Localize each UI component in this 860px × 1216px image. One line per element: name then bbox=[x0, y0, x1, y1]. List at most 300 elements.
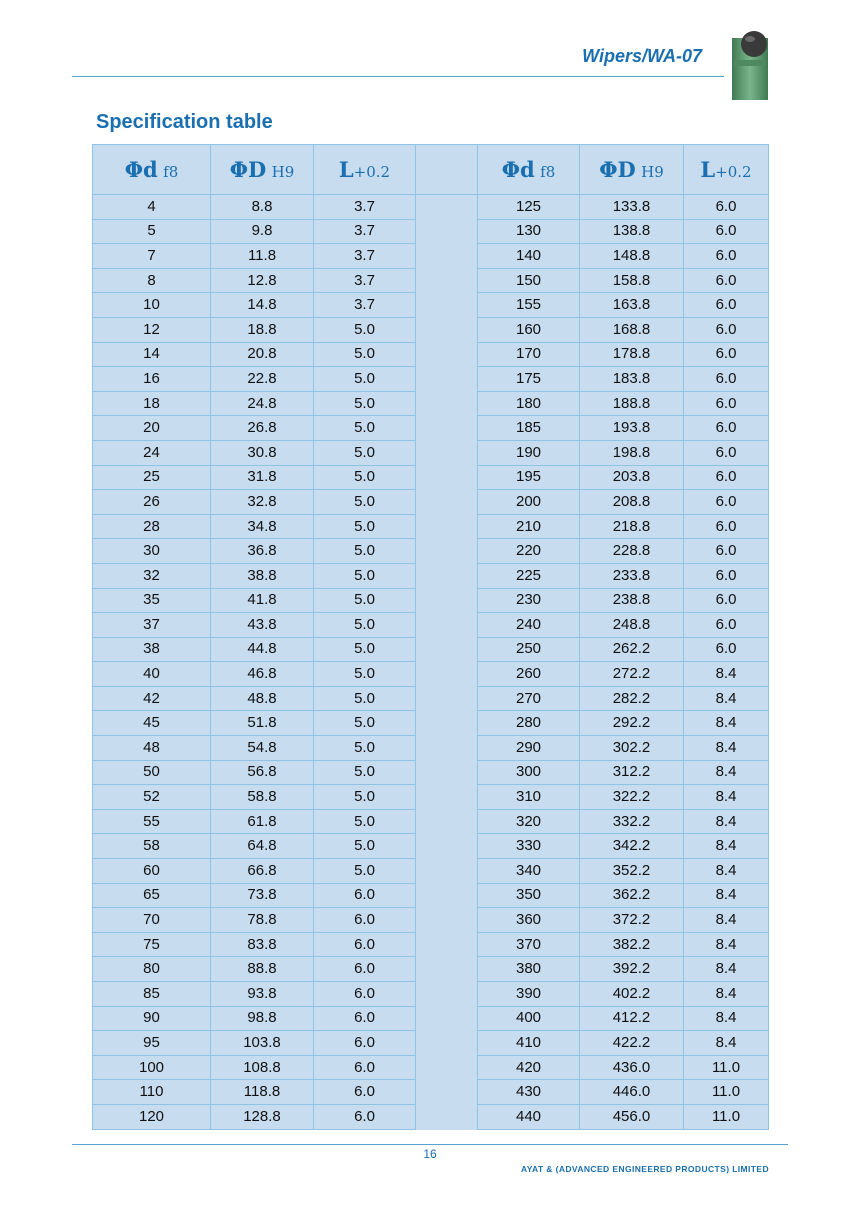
column-gap bbox=[416, 145, 478, 195]
col-header-L: L+0.2 bbox=[314, 145, 416, 195]
cell-L: 5.0 bbox=[314, 637, 416, 662]
cell-L: 6.0 bbox=[314, 1006, 416, 1031]
table-row bbox=[93, 908, 769, 933]
cell-d-right: 200 bbox=[478, 490, 580, 515]
cell-d: 90 bbox=[93, 1006, 211, 1031]
cell-D: 43.8 bbox=[211, 613, 314, 638]
cell-D: 108.8 bbox=[211, 1055, 314, 1080]
cell-L: 5.0 bbox=[314, 834, 416, 859]
cell-D: 48.8 bbox=[211, 686, 314, 711]
table-row bbox=[93, 1055, 769, 1080]
cell-L-right: 6.0 bbox=[684, 613, 769, 638]
cell-D-right: 292.2 bbox=[580, 711, 684, 736]
cell-d: 37 bbox=[93, 613, 211, 638]
column-gap bbox=[416, 1055, 478, 1080]
cell-d: 95 bbox=[93, 1031, 211, 1056]
column-gap bbox=[416, 244, 478, 269]
cell-D: 93.8 bbox=[211, 982, 314, 1007]
column-gap bbox=[416, 834, 478, 859]
column-gap bbox=[416, 1080, 478, 1105]
cell-D: 51.8 bbox=[211, 711, 314, 736]
cell-L-right: 8.4 bbox=[684, 711, 769, 736]
cell-d-right: 440 bbox=[478, 1104, 580, 1129]
cell-D: 30.8 bbox=[211, 440, 314, 465]
cell-D-right: 456.0 bbox=[580, 1104, 684, 1129]
col-header-D: ΦD H9 bbox=[211, 145, 314, 195]
cell-d: 12 bbox=[93, 317, 211, 342]
cell-D-right: 138.8 bbox=[580, 219, 684, 244]
cell-d-right: 160 bbox=[478, 317, 580, 342]
cell-D-right: 188.8 bbox=[580, 391, 684, 416]
table-row bbox=[93, 465, 769, 490]
cell-D-right: 312.2 bbox=[580, 760, 684, 785]
header-divider bbox=[72, 76, 724, 77]
column-gap bbox=[416, 465, 478, 490]
cell-d-right: 340 bbox=[478, 859, 580, 884]
cell-L-right: 8.4 bbox=[684, 1031, 769, 1056]
table-row bbox=[93, 785, 769, 810]
cell-L-right: 6.0 bbox=[684, 317, 769, 342]
cell-D: 66.8 bbox=[211, 859, 314, 884]
table-row bbox=[93, 440, 769, 465]
cell-d: 80 bbox=[93, 957, 211, 982]
cell-d-right: 330 bbox=[478, 834, 580, 859]
cell-d: 16 bbox=[93, 367, 211, 392]
table-row bbox=[93, 293, 769, 318]
cell-L: 5.0 bbox=[314, 809, 416, 834]
cell-d-right: 350 bbox=[478, 883, 580, 908]
cell-L-right: 8.4 bbox=[684, 932, 769, 957]
cell-d-right: 300 bbox=[478, 760, 580, 785]
cell-L: 5.0 bbox=[314, 539, 416, 564]
cell-L-right: 8.4 bbox=[684, 1006, 769, 1031]
cell-D-right: 342.2 bbox=[580, 834, 684, 859]
cell-L-right: 6.0 bbox=[684, 465, 769, 490]
cell-L-right: 11.0 bbox=[684, 1104, 769, 1129]
column-gap bbox=[416, 563, 478, 588]
cell-L: 3.7 bbox=[314, 244, 416, 269]
column-gap bbox=[416, 736, 478, 761]
cell-D-right: 262.2 bbox=[580, 637, 684, 662]
table-row bbox=[93, 982, 769, 1007]
table-row bbox=[93, 859, 769, 884]
cell-d-right: 360 bbox=[478, 908, 580, 933]
cell-D: 78.8 bbox=[211, 908, 314, 933]
cell-L-right: 6.0 bbox=[684, 391, 769, 416]
footer-divider bbox=[72, 1144, 788, 1145]
table-row bbox=[93, 957, 769, 982]
cell-d: 65 bbox=[93, 883, 211, 908]
table-row bbox=[93, 342, 769, 367]
cell-L: 5.0 bbox=[314, 416, 416, 441]
cell-d: 38 bbox=[93, 637, 211, 662]
cell-L: 5.0 bbox=[314, 367, 416, 392]
cell-d-right: 260 bbox=[478, 662, 580, 687]
cell-L: 6.0 bbox=[314, 1055, 416, 1080]
cell-d-right: 380 bbox=[478, 957, 580, 982]
table-row bbox=[93, 514, 769, 539]
cell-L-right: 8.4 bbox=[684, 957, 769, 982]
column-gap bbox=[416, 1104, 478, 1129]
table-row bbox=[93, 883, 769, 908]
column-gap bbox=[416, 490, 478, 515]
cell-L: 5.0 bbox=[314, 317, 416, 342]
table-row bbox=[93, 1080, 769, 1105]
cell-L: 3.7 bbox=[314, 195, 416, 220]
cell-L: 3.7 bbox=[314, 268, 416, 293]
cell-D: 103.8 bbox=[211, 1031, 314, 1056]
cell-d: 45 bbox=[93, 711, 211, 736]
table-row bbox=[93, 736, 769, 761]
column-gap bbox=[416, 440, 478, 465]
cell-d-right: 140 bbox=[478, 244, 580, 269]
cell-L-right: 6.0 bbox=[684, 514, 769, 539]
column-gap bbox=[416, 637, 478, 662]
cell-d-right: 230 bbox=[478, 588, 580, 613]
cell-D-right: 402.2 bbox=[580, 982, 684, 1007]
column-gap bbox=[416, 859, 478, 884]
cell-d: 85 bbox=[93, 982, 211, 1007]
cell-L-right: 6.0 bbox=[684, 219, 769, 244]
cell-d: 10 bbox=[93, 293, 211, 318]
cell-L-right: 6.0 bbox=[684, 416, 769, 441]
wiper-seal-image bbox=[728, 30, 776, 102]
cell-d-right: 195 bbox=[478, 465, 580, 490]
cell-D-right: 228.8 bbox=[580, 539, 684, 564]
cell-D-right: 272.2 bbox=[580, 662, 684, 687]
cell-L-right: 6.0 bbox=[684, 637, 769, 662]
cell-L-right: 6.0 bbox=[684, 195, 769, 220]
cell-d-right: 210 bbox=[478, 514, 580, 539]
cell-D: 26.8 bbox=[211, 416, 314, 441]
cell-L: 5.0 bbox=[314, 514, 416, 539]
cell-d: 70 bbox=[93, 908, 211, 933]
cell-D-right: 163.8 bbox=[580, 293, 684, 318]
cell-d-right: 410 bbox=[478, 1031, 580, 1056]
cell-d-right: 155 bbox=[478, 293, 580, 318]
cell-D-right: 322.2 bbox=[580, 785, 684, 810]
column-gap bbox=[416, 342, 478, 367]
column-gap bbox=[416, 957, 478, 982]
cell-D-right: 422.2 bbox=[580, 1031, 684, 1056]
table-row bbox=[93, 416, 769, 441]
cell-d: 60 bbox=[93, 859, 211, 884]
cell-L: 6.0 bbox=[314, 957, 416, 982]
cell-d-right: 270 bbox=[478, 686, 580, 711]
cell-d: 24 bbox=[93, 440, 211, 465]
cell-D-right: 248.8 bbox=[580, 613, 684, 638]
company-name: AYAT & (ADVANCED ENGINEERED PRODUCTS) LIMITED bbox=[521, 1164, 769, 1174]
column-gap bbox=[416, 588, 478, 613]
cell-L: 5.0 bbox=[314, 859, 416, 884]
cell-d-right: 185 bbox=[478, 416, 580, 441]
cell-d: 25 bbox=[93, 465, 211, 490]
column-gap bbox=[416, 293, 478, 318]
column-gap bbox=[416, 219, 478, 244]
cell-D: 73.8 bbox=[211, 883, 314, 908]
cell-L-right: 6.0 bbox=[684, 342, 769, 367]
cell-d-right: 420 bbox=[478, 1055, 580, 1080]
column-gap bbox=[416, 982, 478, 1007]
cell-D: 8.8 bbox=[211, 195, 314, 220]
cell-d-right: 225 bbox=[478, 563, 580, 588]
cell-L: 6.0 bbox=[314, 908, 416, 933]
cell-D-right: 352.2 bbox=[580, 859, 684, 884]
cell-D-right: 382.2 bbox=[580, 932, 684, 957]
cell-d: 8 bbox=[93, 268, 211, 293]
cell-L: 5.0 bbox=[314, 342, 416, 367]
table-row bbox=[93, 1031, 769, 1056]
table-row bbox=[93, 317, 769, 342]
cell-D: 83.8 bbox=[211, 932, 314, 957]
cell-D: 11.8 bbox=[211, 244, 314, 269]
cell-D-right: 168.8 bbox=[580, 317, 684, 342]
cell-D: 98.8 bbox=[211, 1006, 314, 1031]
cell-d-right: 190 bbox=[478, 440, 580, 465]
cell-D-right: 302.2 bbox=[580, 736, 684, 761]
cell-D-right: 282.2 bbox=[580, 686, 684, 711]
cell-d-right: 400 bbox=[478, 1006, 580, 1031]
cell-d-right: 150 bbox=[478, 268, 580, 293]
table-row bbox=[93, 834, 769, 859]
cell-d-right: 320 bbox=[478, 809, 580, 834]
cell-D: 31.8 bbox=[211, 465, 314, 490]
cell-L: 6.0 bbox=[314, 982, 416, 1007]
column-gap bbox=[416, 883, 478, 908]
cell-L: 6.0 bbox=[314, 883, 416, 908]
cell-d-right: 280 bbox=[478, 711, 580, 736]
cell-L-right: 8.4 bbox=[684, 760, 769, 785]
column-gap bbox=[416, 809, 478, 834]
cell-d-right: 430 bbox=[478, 1080, 580, 1105]
cell-D: 36.8 bbox=[211, 539, 314, 564]
table-row bbox=[93, 1006, 769, 1031]
section-title: Specification table bbox=[96, 111, 273, 133]
cell-d-right: 370 bbox=[478, 932, 580, 957]
cell-D-right: 392.2 bbox=[580, 957, 684, 982]
table-row bbox=[93, 760, 769, 785]
cell-d: 100 bbox=[93, 1055, 211, 1080]
cell-D: 56.8 bbox=[211, 760, 314, 785]
column-gap bbox=[416, 785, 478, 810]
cell-D-right: 372.2 bbox=[580, 908, 684, 933]
cell-L: 5.0 bbox=[314, 563, 416, 588]
cell-D-right: 362.2 bbox=[580, 883, 684, 908]
page-number: 16 bbox=[423, 1147, 437, 1161]
table-row bbox=[93, 613, 769, 638]
cell-d: 26 bbox=[93, 490, 211, 515]
cell-d: 40 bbox=[93, 662, 211, 687]
cell-D-right: 183.8 bbox=[580, 367, 684, 392]
cell-L-right: 8.4 bbox=[684, 662, 769, 687]
cell-D: 41.8 bbox=[211, 588, 314, 613]
cell-d: 28 bbox=[93, 514, 211, 539]
cell-D-right: 238.8 bbox=[580, 588, 684, 613]
cell-d: 7 bbox=[93, 244, 211, 269]
cell-L-right: 8.4 bbox=[684, 883, 769, 908]
cell-L-right: 6.0 bbox=[684, 268, 769, 293]
column-gap bbox=[416, 268, 478, 293]
column-gap bbox=[416, 367, 478, 392]
cell-L: 5.0 bbox=[314, 686, 416, 711]
cell-d-right: 170 bbox=[478, 342, 580, 367]
table-row bbox=[93, 686, 769, 711]
cell-d-right: 310 bbox=[478, 785, 580, 810]
cell-d: 30 bbox=[93, 539, 211, 564]
table-row bbox=[93, 539, 769, 564]
cell-D: 14.8 bbox=[211, 293, 314, 318]
cell-L: 6.0 bbox=[314, 1080, 416, 1105]
cell-L-right: 8.4 bbox=[684, 834, 769, 859]
cell-d-right: 290 bbox=[478, 736, 580, 761]
table-row bbox=[93, 219, 769, 244]
cell-L-right: 8.4 bbox=[684, 736, 769, 761]
cell-d: 75 bbox=[93, 932, 211, 957]
cell-L-right: 6.0 bbox=[684, 293, 769, 318]
cell-L: 5.0 bbox=[314, 613, 416, 638]
cell-D: 58.8 bbox=[211, 785, 314, 810]
header-title: Wipers/WA-07 bbox=[582, 46, 702, 66]
col-header-d-right: Φd f8 bbox=[478, 145, 580, 195]
cell-L: 6.0 bbox=[314, 932, 416, 957]
col-header-L-right: L+0.2 bbox=[684, 145, 769, 195]
cell-d: 52 bbox=[93, 785, 211, 810]
cell-D: 24.8 bbox=[211, 391, 314, 416]
cell-L-right: 11.0 bbox=[684, 1080, 769, 1105]
cell-d: 32 bbox=[93, 563, 211, 588]
column-gap bbox=[416, 613, 478, 638]
cell-L-right: 6.0 bbox=[684, 588, 769, 613]
cell-L-right: 6.0 bbox=[684, 367, 769, 392]
cell-L: 5.0 bbox=[314, 662, 416, 687]
cell-d-right: 240 bbox=[478, 613, 580, 638]
cell-d: 14 bbox=[93, 342, 211, 367]
table-row bbox=[93, 195, 769, 220]
cell-d-right: 130 bbox=[478, 219, 580, 244]
cell-D-right: 208.8 bbox=[580, 490, 684, 515]
cell-d-right: 250 bbox=[478, 637, 580, 662]
table-row bbox=[93, 662, 769, 687]
table-body bbox=[93, 195, 769, 1130]
cell-D-right: 412.2 bbox=[580, 1006, 684, 1031]
table-row bbox=[93, 490, 769, 515]
table-row bbox=[93, 367, 769, 392]
column-gap bbox=[416, 932, 478, 957]
cell-D: 34.8 bbox=[211, 514, 314, 539]
cell-L: 5.0 bbox=[314, 760, 416, 785]
cell-d: 5 bbox=[93, 219, 211, 244]
cell-L-right: 8.4 bbox=[684, 809, 769, 834]
cell-d: 18 bbox=[93, 391, 211, 416]
table-row bbox=[93, 809, 769, 834]
cell-D-right: 133.8 bbox=[580, 195, 684, 220]
table-row bbox=[93, 1104, 769, 1129]
specification-table bbox=[92, 144, 769, 1130]
cell-L-right: 6.0 bbox=[684, 539, 769, 564]
cell-d: 48 bbox=[93, 736, 211, 761]
cell-L: 6.0 bbox=[314, 1104, 416, 1129]
table-row bbox=[93, 932, 769, 957]
cell-D-right: 446.0 bbox=[580, 1080, 684, 1105]
column-gap bbox=[416, 514, 478, 539]
cell-d-right: 175 bbox=[478, 367, 580, 392]
cell-D: 128.8 bbox=[211, 1104, 314, 1129]
cell-d: 58 bbox=[93, 834, 211, 859]
cell-D-right: 436.0 bbox=[580, 1055, 684, 1080]
cell-D: 22.8 bbox=[211, 367, 314, 392]
table-row bbox=[93, 391, 769, 416]
cell-D: 46.8 bbox=[211, 662, 314, 687]
cell-D: 32.8 bbox=[211, 490, 314, 515]
column-gap bbox=[416, 317, 478, 342]
table-header-row bbox=[93, 145, 769, 195]
cell-d-right: 180 bbox=[478, 391, 580, 416]
cell-L-right: 8.4 bbox=[684, 785, 769, 810]
cell-D-right: 203.8 bbox=[580, 465, 684, 490]
col-header-d: Φd f8 bbox=[93, 145, 211, 195]
table-row bbox=[93, 563, 769, 588]
cell-D: 118.8 bbox=[211, 1080, 314, 1105]
cell-d: 4 bbox=[93, 195, 211, 220]
cell-D: 9.8 bbox=[211, 219, 314, 244]
cell-d: 110 bbox=[93, 1080, 211, 1105]
cell-L-right: 11.0 bbox=[684, 1055, 769, 1080]
cell-L: 3.7 bbox=[314, 293, 416, 318]
column-gap bbox=[416, 539, 478, 564]
cell-L: 5.0 bbox=[314, 711, 416, 736]
cell-d: 20 bbox=[93, 416, 211, 441]
cell-d-right: 220 bbox=[478, 539, 580, 564]
cell-D: 64.8 bbox=[211, 834, 314, 859]
column-gap bbox=[416, 760, 478, 785]
table-row bbox=[93, 244, 769, 269]
cell-D: 54.8 bbox=[211, 736, 314, 761]
cell-L: 3.7 bbox=[314, 219, 416, 244]
cell-D-right: 148.8 bbox=[580, 244, 684, 269]
cell-d: 50 bbox=[93, 760, 211, 785]
column-gap bbox=[416, 195, 478, 220]
column-gap bbox=[416, 908, 478, 933]
table-row bbox=[93, 637, 769, 662]
cell-d: 35 bbox=[93, 588, 211, 613]
cell-L: 5.0 bbox=[314, 440, 416, 465]
cell-D-right: 158.8 bbox=[580, 268, 684, 293]
cell-L: 5.0 bbox=[314, 465, 416, 490]
cell-d-right: 125 bbox=[478, 195, 580, 220]
cell-L-right: 8.4 bbox=[684, 686, 769, 711]
cell-L-right: 6.0 bbox=[684, 563, 769, 588]
cell-D: 12.8 bbox=[211, 268, 314, 293]
col-header-D-right: ΦD H9 bbox=[580, 145, 684, 195]
cell-D: 44.8 bbox=[211, 637, 314, 662]
cell-d: 55 bbox=[93, 809, 211, 834]
cell-D: 18.8 bbox=[211, 317, 314, 342]
cell-D-right: 193.8 bbox=[580, 416, 684, 441]
column-gap bbox=[416, 662, 478, 687]
column-gap bbox=[416, 1031, 478, 1056]
table-row bbox=[93, 711, 769, 736]
cell-D-right: 332.2 bbox=[580, 809, 684, 834]
cell-L: 6.0 bbox=[314, 1031, 416, 1056]
cell-L-right: 8.4 bbox=[684, 859, 769, 884]
cell-L-right: 8.4 bbox=[684, 982, 769, 1007]
cell-L: 5.0 bbox=[314, 785, 416, 810]
cell-L: 5.0 bbox=[314, 736, 416, 761]
column-gap bbox=[416, 1006, 478, 1031]
cell-d: 42 bbox=[93, 686, 211, 711]
cell-D: 38.8 bbox=[211, 563, 314, 588]
cell-L: 5.0 bbox=[314, 391, 416, 416]
